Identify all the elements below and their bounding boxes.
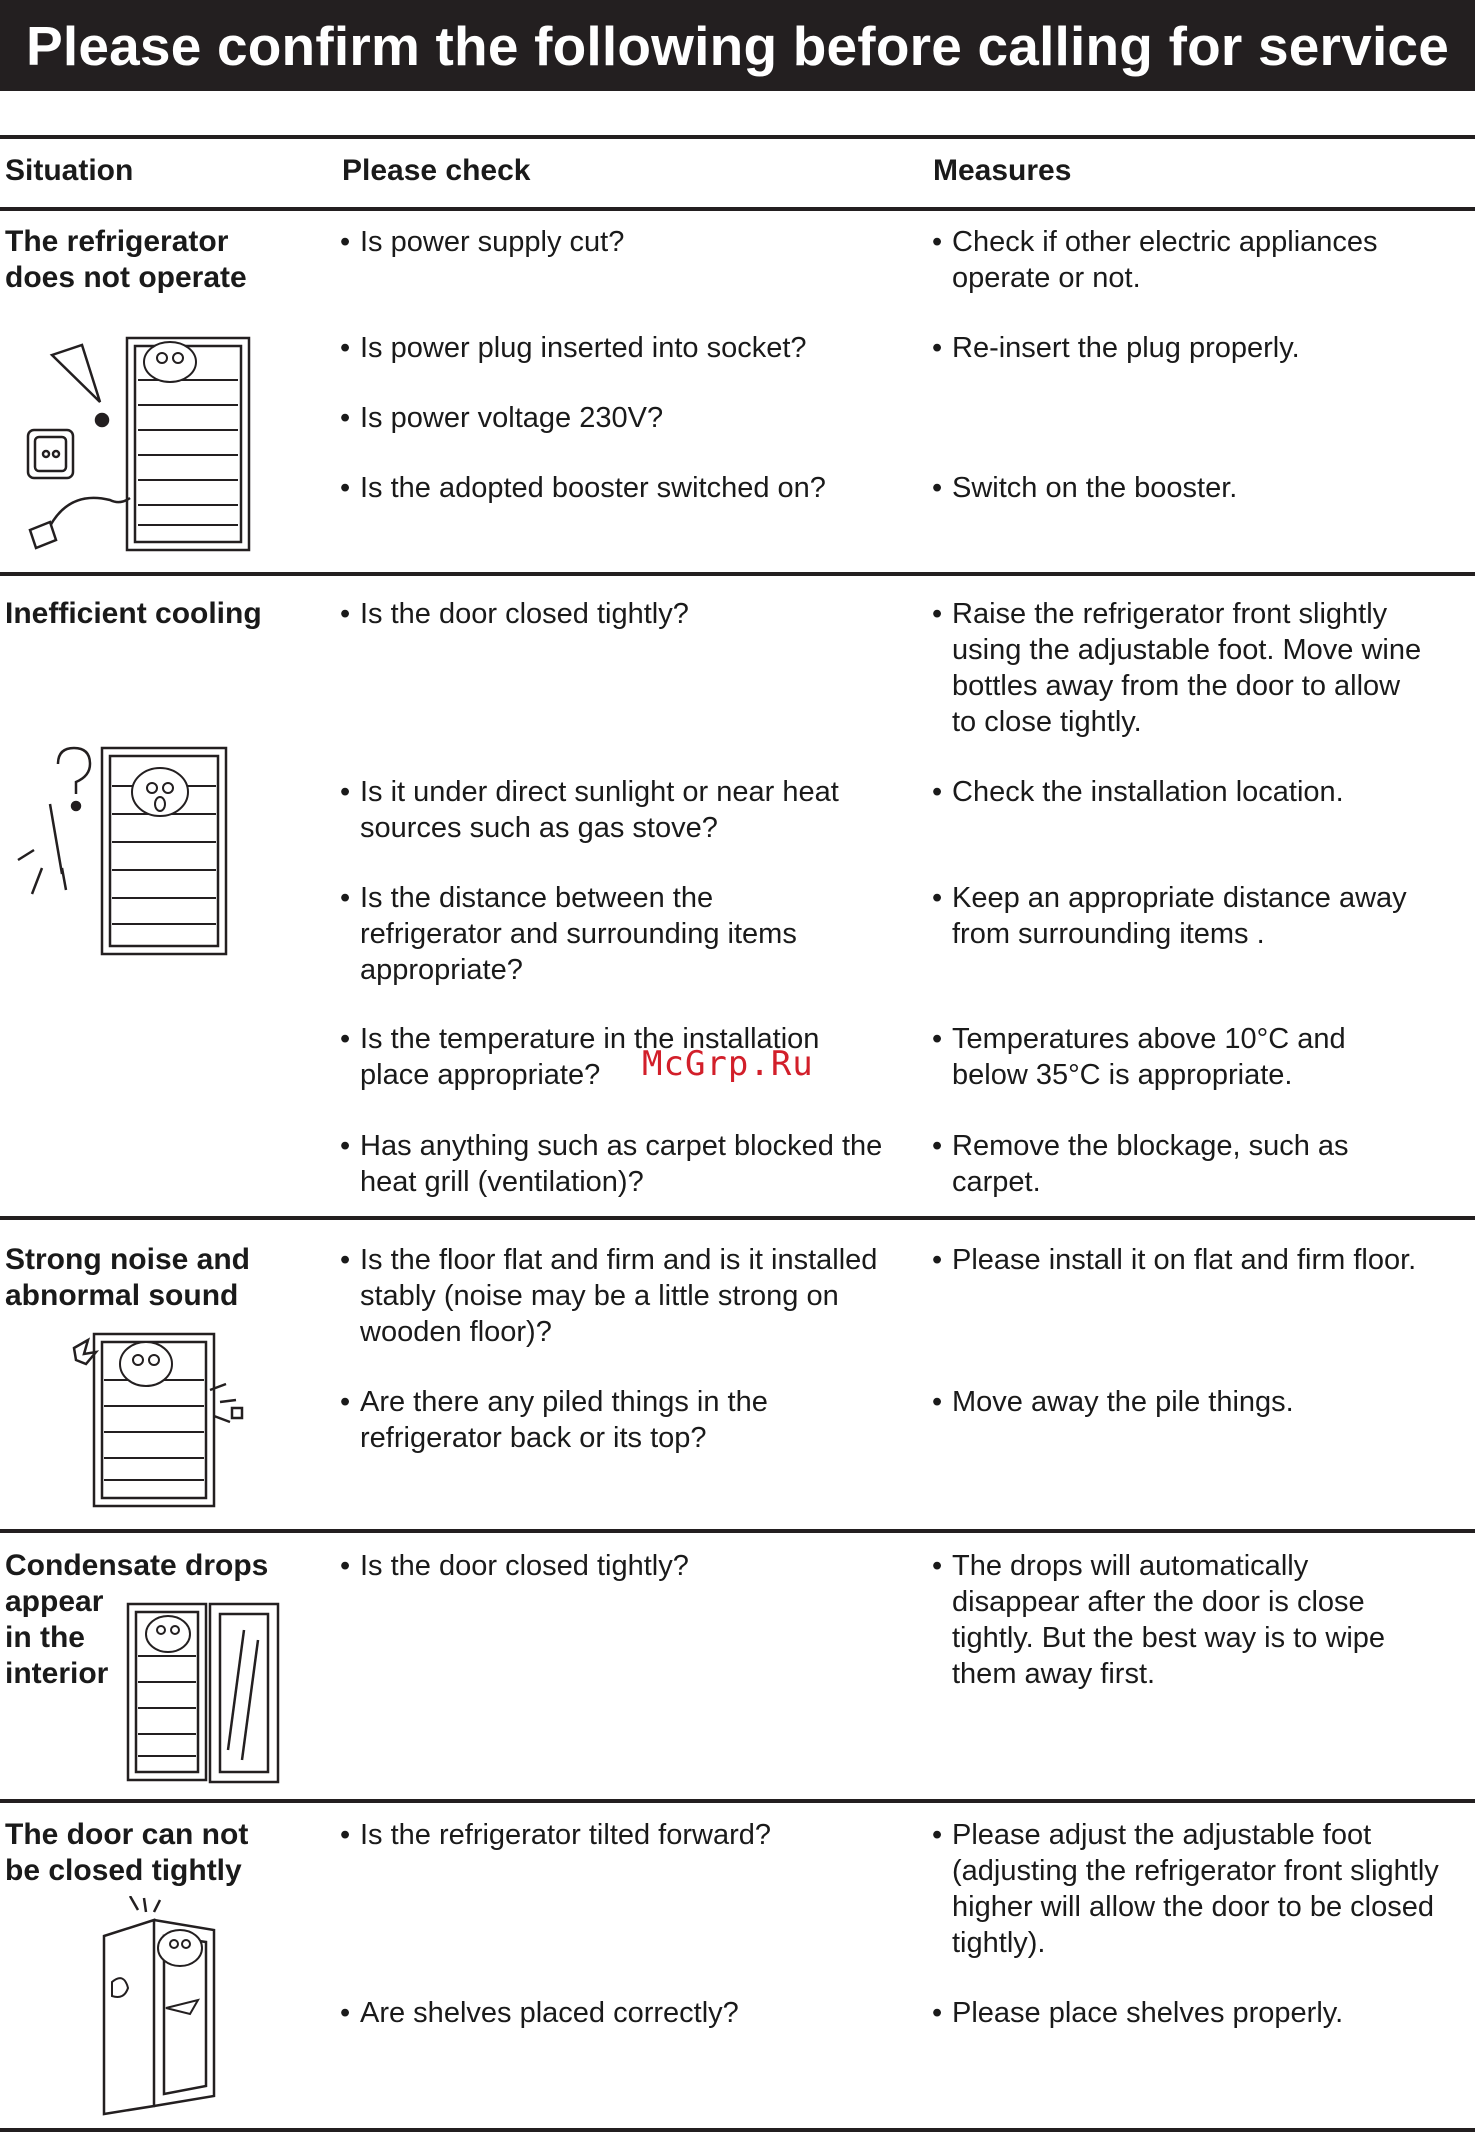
measure-item: • Move away the pile things. [932, 1384, 1472, 1420]
header-rule [0, 207, 1475, 211]
situation-title: Strong noise and abnormal sound [5, 1243, 251, 1312]
table-top-rule [0, 135, 1475, 139]
check-item: • Is the adopted booster switched on? [340, 470, 900, 506]
measure-item: • Please adjust the adjustable foot (adjusting the refrigerator front slightly higher will allow the door to be closed tightly). [932, 1817, 1452, 1961]
check-item: • Has anything such as carpet blocked the heat grill (ventilation)? [340, 1128, 885, 1200]
measure-item: • Keep an appropriate distance away from surrounding items . [932, 880, 1472, 952]
refrigerator-question-illustration [10, 744, 240, 959]
measure-item: • Check if other electric appliances operate or not. [932, 224, 1452, 296]
measure-item: • Check the installation location. [932, 774, 1472, 810]
check-item: • Is it under direct sunlight or near heat sources such as gas stove? [340, 774, 880, 846]
situation-title: The door can not be closed tightly [5, 1818, 249, 1887]
refrigerator-noise-illustration [70, 1330, 260, 1510]
check-item: • Is the floor flat and firm and is it installed stably (noise may be a little strong on wooden floor)? [340, 1242, 885, 1350]
page-title: Please confirm the following before calling for service [0, 0, 1475, 91]
section-divider [0, 572, 1475, 576]
section-divider [0, 1799, 1475, 1803]
check-item: • Is the door closed tightly? [340, 1548, 900, 1584]
refrigerator-plug-illustration [20, 330, 260, 560]
watermark-text: McGrp.Ru [642, 1044, 814, 1084]
situation-title: Condensate drops appear in the interior [5, 1549, 269, 1690]
measure-item: • Re-insert the plug properly. [932, 330, 1472, 366]
situation-title: Inefficient cooling [5, 597, 262, 630]
check-item: • Is power voltage 230V? [340, 400, 900, 436]
measure-item: • Please place shelves properly. [932, 1995, 1472, 2031]
column-header-check: Please check [342, 154, 531, 187]
section-divider [0, 1216, 1475, 1220]
check-item: • Is the distance between the refrigerator and surrounding items appropriate? [340, 880, 860, 988]
check-item: • Is power plug inserted into socket? [340, 330, 900, 366]
check-item: • Is the temperature in the installation place appropriate? [340, 1021, 885, 1093]
refrigerator-open-door-illustration [124, 1600, 288, 1786]
column-header-measures: Measures [933, 154, 1072, 187]
column-header-situation: Situation [5, 154, 134, 187]
measure-item: • Remove the blockage, such as carpet. [932, 1128, 1402, 1200]
refrigerator-door-illustration [94, 1896, 224, 2121]
measure-item: • Temperatures above 10°C and below 35°C is appropriate. [932, 1021, 1402, 1093]
check-item: • Are there any piled things in the refrigerator back or its top? [340, 1384, 860, 1456]
section-divider [0, 1529, 1475, 1533]
measure-item: • The drops will automatically disappear after the door is close tightly. But the best way is to wipe them away first. [932, 1548, 1432, 1692]
check-item: • Is the door closed tightly? [340, 596, 900, 632]
check-item: • Are shelves placed correctly? [340, 1995, 900, 2031]
table-bottom-rule [0, 2128, 1475, 2132]
situation-title: The refrigerator does not operate [5, 225, 247, 294]
measure-item: • Please install it on flat and firm floor. [932, 1242, 1472, 1278]
measure-item: • Switch on the booster. [932, 470, 1472, 506]
check-item: • Is power supply cut? [340, 224, 900, 260]
measure-item: • Raise the refrigerator front slightly using the adjustable foot. Move wine bottles away from the door to allow to close tightly. [932, 596, 1432, 740]
check-item: • Is the refrigerator tilted forward? [340, 1817, 900, 1853]
